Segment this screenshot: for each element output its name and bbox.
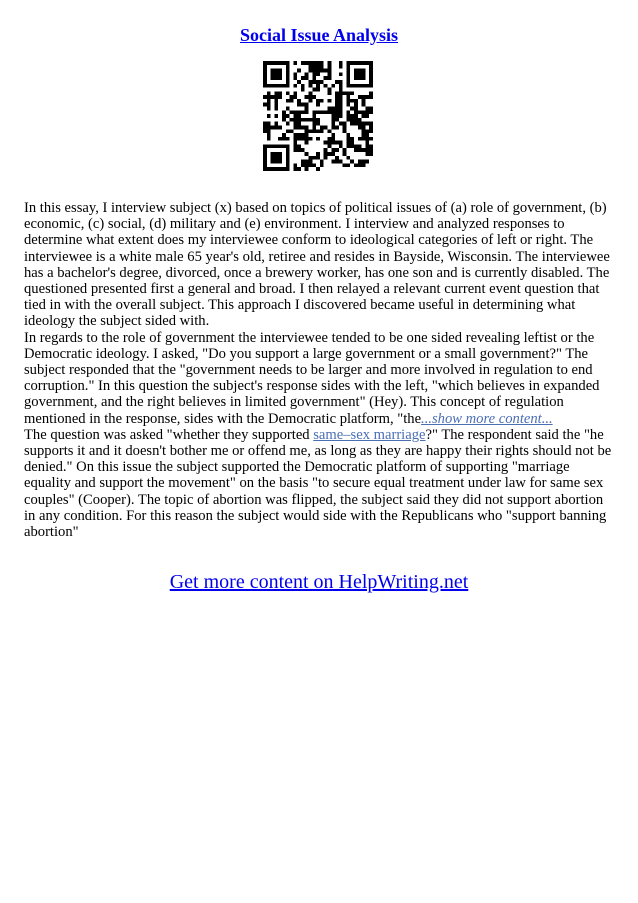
essay-body (24, 200, 614, 540)
paragraph-1: In this essay, I interview subject (x) based on topics of political issues of (a) role of government, (b) economic, (c) social, (d) military and (e) environment. I interview and analyzed responses to determine what extent does my interviewee conform to ideological categories of left or right. The interviewee is a white male 65 year's old, retiree and resides in Bayside, Wisconsin. The interviewee has a bachelor's degree, divorced, once a brewery worker, has one son and is currently disabled. The questioned presented first a general and broad. I then relayed a relevant current event question that tied in with the overall subject. This approach I discovered became useful in determining what ideology the subject sided with. (24, 200, 610, 330)
same-sex-marriage-link[interactable]: same–sex marriage (313, 426, 426, 443)
show-more-link[interactable]: ...show more content... (421, 410, 553, 427)
paragraph-3-after: ?" The respondent said the "he supports it and it doesn't bother me or offend me, as long as they are happy their rights should not be denied." On this issue the subject supported the Democratic platform of supporting "marriage equality and support the movement" on the basis "to secure equal treatment under law for same sex couples" (Cooper). The topic of abortion was flipped, the subject said they did not support abortion in any condition. For this reason the subject would side with the Republicans who "support banning abortion" (24, 426, 612, 541)
title-link[interactable]: Social Issue Analysis (239, 25, 399, 45)
get-more-content-link[interactable]: Get more content on HelpWriting.net (169, 571, 469, 593)
qr-code-icon (263, 61, 373, 171)
paragraph-3-before: The question was asked "whether they supported (24, 426, 314, 443)
cta-banner (0, 571, 638, 593)
paragraph-2 (24, 330, 614, 427)
paragraph-3 (24, 427, 614, 540)
paragraph-2-text: In regards to the role of government the interviewee tended to be one sided revealing leftist or the Democratic ideology. I asked, "Do you support a large government or a small government?" The subject responded that the "government needs to be larger and more involved in regulation to end corruption." In this question the subject's response sides with the left, "which believes in expanded government, and the right believes in limited government" (Hey). This concept of regulation mentioned in the response, sides with the Democratic platform, "the (24, 329, 600, 427)
page-title (0, 24, 638, 46)
